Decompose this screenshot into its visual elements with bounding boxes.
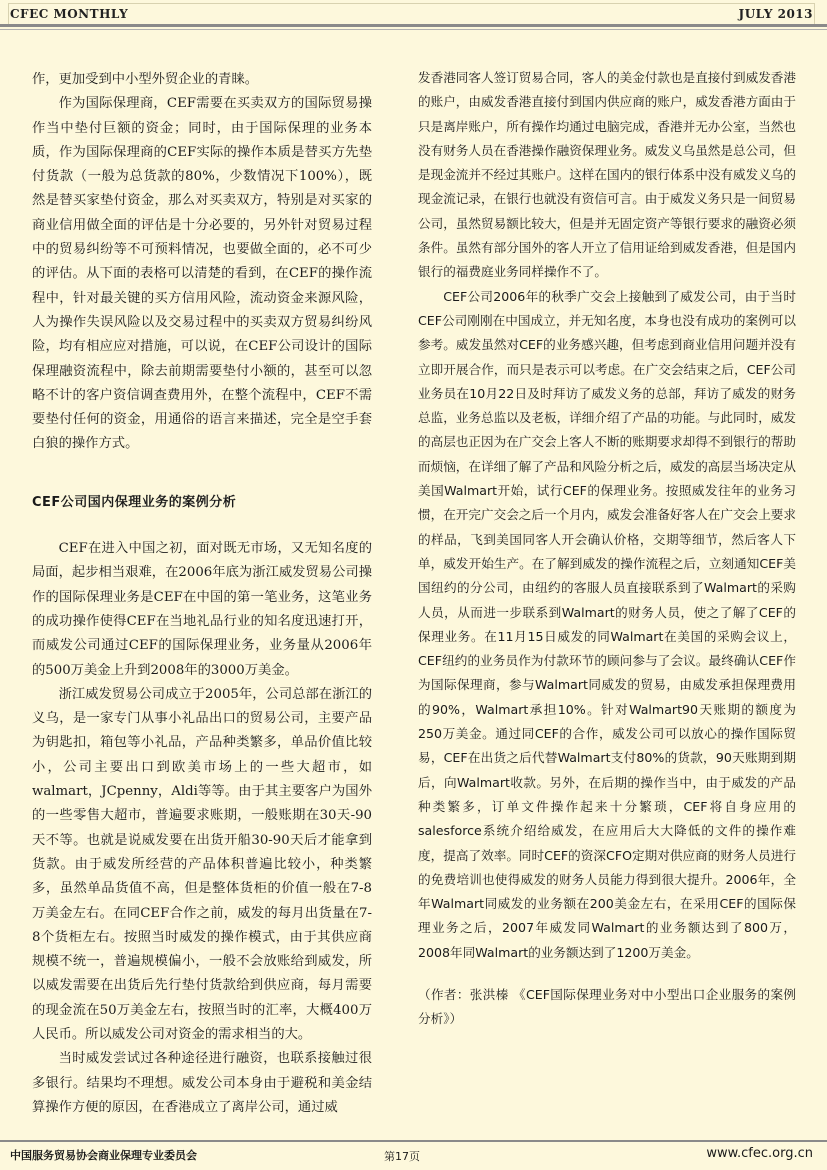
header-rule-thin — [0, 29, 827, 30]
footer-rule — [0, 1140, 827, 1142]
paragraph: CEF在进入中国之初，面对既无市场，又无知名度的局面，起步相当艰难，在2006年底为浙江威发贸易公司操作的国际保理业务是CEF在中国的第一笔业务，这笔业务的成功操作使得CEF在当地礼品行业的知名度迅速打开，而威发公司通过CEF的国际保理业务，业务量从2006年的500万美金上升到2008年的3000万美金。 — [32, 541, 372, 678]
paragraph: 发香港同客人签订贸易合同，客人的美金付款也是直接付到威发香港的账户，由威发香港直接付到国内供应商的账户，威发香港方面由于只是离岸账户，所有操作均通过电脑完成，香港并无办公室，当然也没有财务人员在香港操作融资保理业务。威发义乌虽然是总公司，但是现金流并不经过其账户。这样在国内的银行体系中没有威发义乌的现金流记录，在银行也就没有资信可言。由于威发义务只是一间贸易公司，虽然贸易额比较大，但是并无固定资产等银行要求的融资必须条件。虽然有部分国外的客人开立了信用证给到威发香港，但是国内银行的福费庭业务同样操作不了。 — [418, 70, 796, 280]
page-number: 第17页 — [384, 1150, 420, 1163]
author-credit: （作者：张洪榛 《CEF国际保理业务对中小型出口企业服务的案例分析》） — [418, 986, 796, 1027]
paragraph: CEF公司2006年的秋季广交会上接触到了威发公司，由于当时CEF公司刚刚在中国成立，并无知名度，本身也没有成功的案例可以参考。威发虽然对CEF的业务感兴趣，但考虑到商业信用问题并没有立即开展合作，而只是表示可以考虑。在广交会结束之后，CEF公司业务员在10月22日及时拜访了威发义务的总部，拜访了威发的财务总监，业务总监以及老板，详细介绍了产品的功能。与此同时，威发的高层也正因为在广交会上客人不断的账期要求却得不到银行的帮助而烦恼，在详细了解了产品和风险分析之后，威发的高层当场决定从美国Walmart开始，试行CEF的保理业务。按照威发往年的业务习惯，在开完广交会之后一个月内，威发会准备好客人在广交会上要求的样品，飞到美国同客人开会确认价格，交期等细节，然后客人下单，威发开始生产。在了解到威发的操作流程之后，立刻通知CEF美国纽约的分公司，由纽约的客服人员直接联系到了Walmart的采购人员，从而进一步联系到Walmart的财务人员，使之了解了CEF的保理业务。在11月15日威发的同Walmart在美国的采购会议上，CEF纽约的业务员作为付款环节的顾问参与了会议。最终确认CEF作为国际保理商，参与Walmart同威发的贸易，由威发承担保理费用的90%，Walmart承担10%。针对Walmart90天账期的额度为250万美金。通过同CEF的合作，威发公司可以放心的操作国际贸易，CEF在出货之后代替Walmart支付80%的货款，90天账期到期后，向Walmart收款。另外，在后期的操作当中，由于威发的产品种类繁多，订单文件操作起来十分繁琐，CEF将自身应用的salesforce系统介绍给威发，在应用后大大降低的文件的操作难度，提高了效率。同时CEF的资深CFO定期对供应商的财务人员进行的免费培训也使得威发的财务人员能力得到很大提升。2006年，全年Walmart同威发的业务额在200美金左右，在采用CEF的国际保理业务之后，2007年威发同Walmart的业务额达到了800万，2008年同Walmart的业务额达到了1200万美金。 — [418, 288, 796, 960]
paragraph: 浙江威发贸易公司成立于2005年，公司总部在浙江的义乌，是一家专门从事小礼品出口的贸易公司，主要产品为钥匙扣，箱包等小礼品，产品种类繁多，单品价值比较小，公司主要出口到欧美市场上的一些大超市，如walmart，JCpenny，Aldi等等。由于其主要客户为国外的一些零售大超市，普遍要求账期，一般账期在30天-90天不等。也就是说威发要在出货开船30-90天后才能拿到货款。由于威发所经营的产品体积普遍比较小，种类繁多，虽然单品货值不高，但是整体货柜的价值一般在7-8万美金左右。在同CEF合作之前，威发的每月出货量在7-8个货柜左右。按照当时威发的操作模式，由于其供应商规模不统一，普遍规模偏小，一般不会放账给到威发，所以威发需要在出货后先行垫付货款给到供应商，每月需要的现金流在50万美金左右，按照当时的汇率，大概400万人民币。所以威发公司对资金的需求相当的大。 — [32, 686, 372, 1042]
issue-date: JULY 2013 — [738, 7, 813, 21]
paragraph: 作为国际保理商，CEF需要在买卖双方的国际贸易操作当中垫付巨额的资金；同时，由于国际保理的业务本质，作为国际保理商的CEF实际的操作本质是替买方先垫付货款（一般为总货款的80%，少数情况下100%），既然是替买家垫付资金，那么对买卖双方，特别是对买家的商业信用做全面的评估是十分必要的，另外针对贸易过程中的贸易纠纷等不可预料情况，也要做全面的，必不可少的评估。从下面的表格可以清楚的看到，在CEF的操作流程中，针对最关键的买方信用风险，流动资金来源风险，人为操作失误风险以及交易过程中的买卖双方贸易纠纷风险，均有相应应对措施，可以说，在CEF公司设计的国际保理融资流程中，除去前期需要垫付小额的，甚至可以忽略不计的客户资信调查费用外，在整个流程中，CEF不需要垫付任何的资金，用通俗的语言来描述，完全是空手套白狼的操作方式。 — [32, 96, 372, 452]
paragraph: 当时威发尝试过各种途径进行融资，也联系接触过很多银行。结果均不理想。威发公司本身由于避税和美金结算操作方便的原因，在香港成立了离岸公司，通过威 — [32, 1051, 372, 1115]
right-column — [418, 66, 796, 1032]
paragraph: 作，更加受到中小型外贸企业的青睐。 — [32, 72, 259, 87]
left-column — [32, 68, 372, 1120]
footer-url[interactable]: www.cfec.org.cn — [706, 1146, 813, 1161]
header-rule — [0, 24, 827, 27]
page-footer — [0, 1140, 827, 1170]
section-title: CEF公司国内保理业务的案例分析 — [32, 494, 237, 510]
footer-organization: 中国服务贸易协会商业保理专业委员会 — [10, 1149, 197, 1162]
page-header — [0, 0, 827, 34]
publication-title: CFEC MONTHLY — [10, 7, 129, 21]
header-frame — [8, 3, 815, 25]
